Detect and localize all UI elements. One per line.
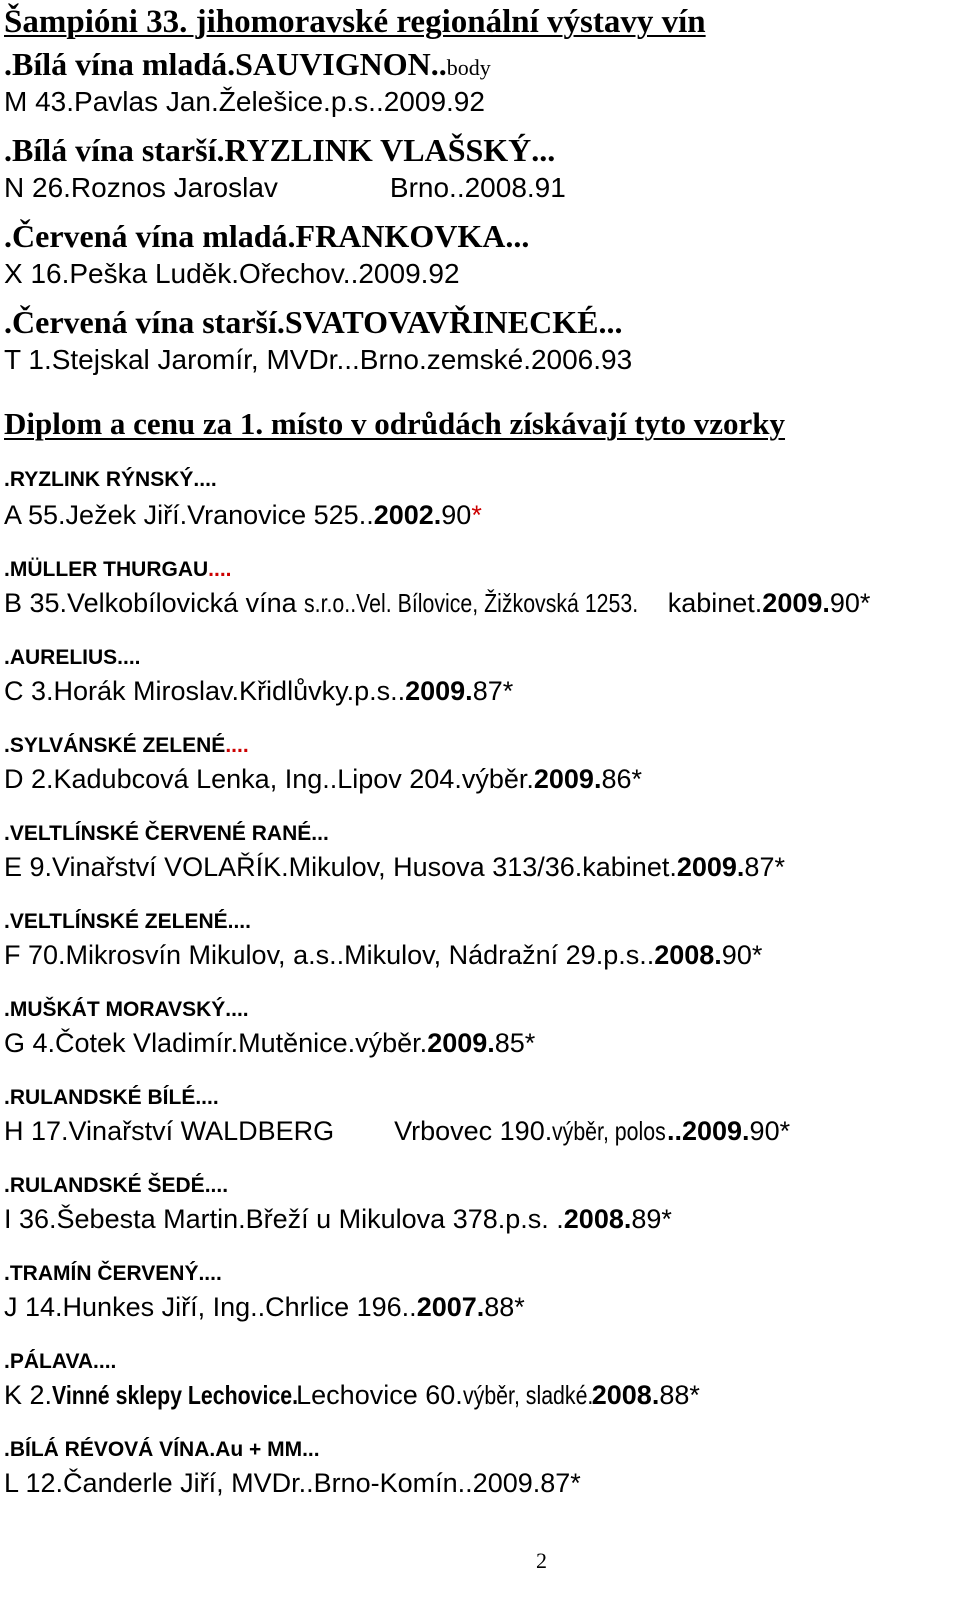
entry-score: 89* [631,1204,672,1234]
entry-text: F 70.Mikrosvín Mikulov, a.s..Mikulov, Nádražní 29.p.s.. [4,940,655,970]
entry-year: 2009. [405,676,473,706]
entry-year: ..2009. [666,1116,750,1146]
entry-class: výběr, sladké. [462,1380,594,1410]
entry-year: 2009. [533,764,602,794]
variety-entry [4,500,482,531]
variety-heading: .RULANDSKÉ ŠEDÉ.... [4,1174,229,1197]
variety-heading: .TRAMÍN ČERVENÝ.... [4,1262,222,1285]
variety-entry [4,764,642,795]
variety-heading [4,558,232,582]
entry-text: H 17.Vinařství WALDBERG [4,1116,335,1146]
entry-text: K 2. [4,1380,53,1410]
entry-text: G 4.Čotek Vladimír.Mutěnice.výběr. [4,1028,428,1058]
entry-year: 2009. [427,1028,495,1058]
variety-entry: L 12.Čanderle Jiří, MVDr..Brno-Komín..2009.87* [4,1468,581,1498]
entry-text: D 2.Kadubcová Lenka, Ing..Lipov 204.výběr. [4,764,534,794]
diploma-heading: Diplom a cenu za 1. místo v odrůdách získávají tyto vzorky [4,406,786,441]
category-heading: .Červená vína starší.SVATOVAVŘINECKÉ... [4,304,623,340]
variety-heading: .RULANDSKÉ BÍLÉ.... [4,1086,219,1109]
page-number: 2 [536,1548,547,1573]
entry-score: 88* [484,1292,525,1322]
entry-year: 2007. [416,1292,485,1322]
entry-text: C 3.Horák Miroslav.Křidlůvky.p.s.. [4,676,406,706]
variety-entry [4,1116,790,1147]
variety-heading: .BÍLÁ RÉVOVÁ VÍNA.Au + MM... [4,1438,320,1461]
category-suffix: body [446,55,491,80]
variety-label: .MÜLLER THURGAU [4,558,209,581]
entry-score: 87* [744,852,785,882]
variety-heading [4,734,249,758]
entry-text: A 55.Ježek Jiří.Vranovice 525.. [4,500,374,530]
category-heading: .Červená vína mladá.FRANKOVKA... [4,218,530,254]
variety-dots: .... [225,734,249,757]
champion-entry: M 43.Pavlas Jan.Želešice.p.s..2009.92 [4,86,485,117]
entry-score: 88* [659,1380,700,1410]
variety-label: .SYLVÁNSKÉ ZELENÉ [4,734,226,757]
entry-place: Brno..2008.91 [389,172,566,203]
champion-entry: T 1.Stejskal Jaromír, MVDr...Brno.zemské.2006.93 [4,344,633,375]
entry-class: výběr, polos [552,1116,666,1146]
entry-score: 90* [749,1116,791,1146]
entry-class: kabinet. [667,588,763,618]
variety-heading: .MUŠKÁT MORAVSKÝ.... [4,998,249,1021]
entry-year: 2009. [762,588,830,618]
entry-text: I 36.Šebesta Martin.Břeží u Mikulova 378.p.s. . [4,1204,564,1234]
entry-place: Lechovice 60. [296,1380,463,1410]
variety-entry [4,852,785,883]
variety-heading: .VELTLÍNSKÉ ZELENÉ.... [4,910,251,933]
entry-text: B 35.Velkobílovická vína [4,588,305,618]
entry-star: * [471,500,482,530]
category-label: .Bílá vína mladá.SAUVIGNON.. [4,46,447,82]
entry-name: N 26.Roznos Jaroslav [4,172,278,203]
entry-text: J 14.Hunkes Jiří, Ing..Chrlice 196.. [4,1292,417,1322]
entry-address: s.r.o..Vel. Bílovice, Žižkovská 1253. [304,588,639,618]
champion-entry [4,172,566,204]
entry-text: E 9.Vinařství VOLAŘÍK.Mikulov, Husova 313/36.kabinet. [4,852,677,882]
variety-entry [4,588,870,619]
category-heading: .Bílá vína starší.RYZLINK VLAŠSKÝ... [4,132,556,168]
entry-year: 2009. [676,852,745,882]
entry-place: Vrbovec 190. [394,1116,553,1146]
entry-year: 2008. [591,1380,660,1410]
variety-heading: .RYZLINK RÝNSKÝ.... [4,468,217,491]
variety-dots: .... [208,558,232,581]
entry-year: 2008. [563,1204,632,1234]
entry-score: 85* [494,1028,536,1058]
entry-producer: Vinné sklepy Lechovice. [52,1380,299,1410]
entry-score: 86* [601,764,642,794]
entry-year: 2002. [373,500,442,530]
entry-score: 90* [721,940,763,970]
variety-entry [4,1028,535,1059]
variety-entry [4,676,513,707]
variety-heading: .VELTLÍNSKÉ ČERVENÉ RANÉ... [4,822,329,845]
category-heading [4,46,491,83]
variety-entry [4,940,762,971]
entry-score: 90* [829,588,871,618]
variety-entry [4,1204,672,1235]
page-title: Šampióni 33. jihomoravské regionální výstavy vín [4,4,706,40]
entry-score: 90 [441,500,472,530]
entry-score: 87* [472,676,514,706]
variety-entry [4,1292,525,1323]
champion-entry: X 16.Peška Luděk.Ořechov..2009.92 [4,258,460,289]
variety-heading: .AURELIUS.... [4,646,141,669]
variety-entry [4,1380,700,1411]
variety-heading: .PÁLAVA.... [4,1350,117,1373]
entry-year: 2008. [654,940,722,970]
